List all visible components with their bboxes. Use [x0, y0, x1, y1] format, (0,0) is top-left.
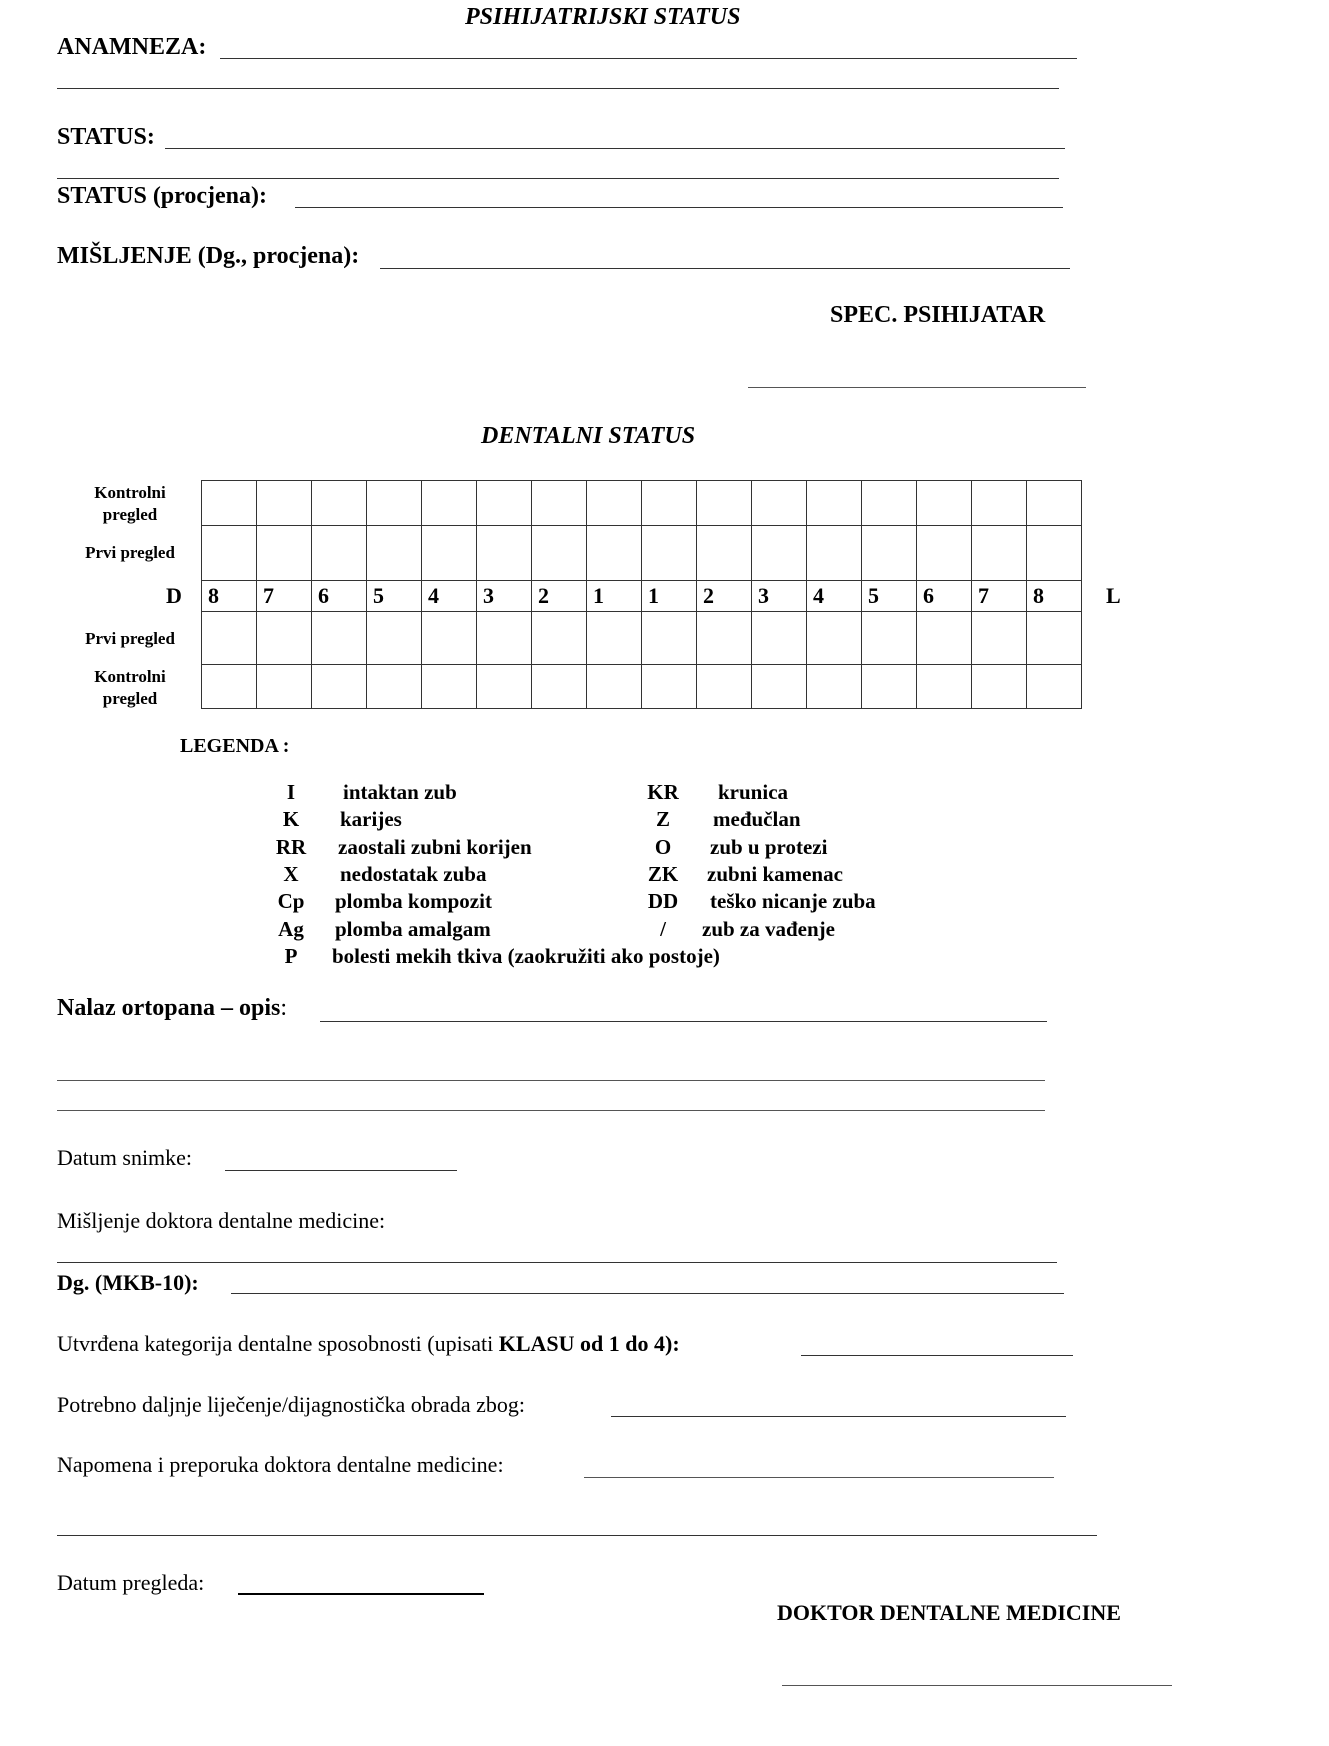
tooth-number: 3 [477, 581, 532, 612]
tooth-cell-lower-first[interactable] [752, 612, 807, 665]
status-field-line-2[interactable] [57, 178, 1059, 179]
legend-code: O [654, 835, 672, 859]
datum-snimke-field[interactable] [225, 1170, 457, 1171]
tooth-cell-lower-first[interactable] [422, 612, 477, 665]
napomena-field[interactable] [584, 1477, 1054, 1478]
tooth-cell-lower-control[interactable] [862, 665, 917, 709]
kategorija-label-text: Utvrđena kategorija dentalne sposobnosti (upisati [57, 1331, 499, 1356]
row-label-lower-control [70, 666, 190, 710]
tooth-number: 1 [587, 581, 642, 612]
tooth-cell-lower-control[interactable] [202, 665, 257, 709]
tooth-cell-lower-control[interactable] [642, 665, 697, 709]
dg-field[interactable] [231, 1293, 1064, 1294]
tooth-cell-upper-control[interactable] [422, 481, 477, 526]
datum-snimke-label: Datum snimke: [57, 1145, 193, 1170]
row-label-lower-control-line1: Kontrolni [94, 667, 166, 686]
tooth-cell-upper-first[interactable] [642, 526, 697, 581]
tooth-number: 1 [642, 581, 697, 612]
tooth-cell-upper-first[interactable] [477, 526, 532, 581]
tooth-number: 4 [807, 581, 862, 612]
tooth-cell-lower-first[interactable] [532, 612, 587, 665]
legend-code: K [282, 807, 300, 831]
nalaz-field-line-3[interactable] [57, 1110, 1045, 1111]
legend-description: intaktan zub [343, 780, 457, 804]
tooth-cell-upper-first[interactable] [257, 526, 312, 581]
psychiatrist-signature-field[interactable] [748, 387, 1086, 388]
napomena-label: Napomena i preporuka doktora dentalne medicine: [57, 1452, 504, 1477]
tooth-cell-upper-control[interactable] [972, 481, 1027, 526]
nalaz-label-text: Nalaz ortopana – opis [57, 995, 281, 1021]
status-procjena-label [57, 183, 267, 210]
legend-description: međučlan [713, 807, 801, 831]
tooth-cell-upper-first[interactable] [697, 526, 752, 581]
row-label-lower-control-line2: pregled [102, 689, 158, 708]
legend-code: DD [647, 889, 679, 913]
tooth-cell-upper-first[interactable] [752, 526, 807, 581]
tooth-cell-lower-control[interactable] [1027, 665, 1082, 709]
legend-code: KR [647, 780, 679, 804]
tooth-number: 8 [1027, 581, 1082, 612]
tooth-cell-upper-first[interactable] [312, 526, 367, 581]
anamneza-field[interactable] [220, 58, 1077, 59]
tooth-cell-lower-first[interactable] [257, 612, 312, 665]
tooth-cell-lower-control[interactable] [257, 665, 312, 709]
legend-description: karijes [340, 807, 402, 831]
tooth-cell-upper-first[interactable] [422, 526, 477, 581]
tooth-cell-lower-control[interactable] [917, 665, 972, 709]
tooth-cell-upper-control[interactable] [477, 481, 532, 526]
tooth-number: 6 [917, 581, 972, 612]
tooth-cell-lower-first[interactable] [697, 612, 752, 665]
tooth-number: 6 [312, 581, 367, 612]
tooth-cell-upper-first[interactable] [917, 526, 972, 581]
legend-code: Ag [278, 917, 304, 941]
misljenje-doktora-label: Mišljenje doktora dentalne medicine: [57, 1208, 386, 1233]
grid-row-lower-control [202, 665, 1082, 709]
tooth-cell-upper-control[interactable] [862, 481, 917, 526]
lijecenje-label: Potrebno daljnje liječenje/dijagnostička obrada zbog: [57, 1392, 525, 1417]
status-procjena-text: STATUS (procjena): [57, 183, 267, 209]
tooth-number: 5 [862, 581, 917, 612]
tooth-number: 5 [367, 581, 422, 612]
legend-code: Z [655, 807, 670, 831]
tooth-cell-upper-control[interactable] [202, 481, 257, 526]
psych-title: PSIHIJATRIJSKI STATUS [465, 4, 741, 30]
tooth-number: 3 [752, 581, 807, 612]
nalaz-field-line-2[interactable] [57, 1080, 1045, 1081]
side-left-label: L [1106, 583, 1121, 608]
tooth-cell-upper-first[interactable] [862, 526, 917, 581]
row-label-upper-control [70, 482, 190, 526]
row-label-upper-first: Prvi pregled [85, 543, 175, 562]
tooth-cell-upper-control[interactable] [752, 481, 807, 526]
tooth-number: 4 [422, 581, 477, 612]
tooth-cell-lower-first[interactable] [642, 612, 697, 665]
tooth-number: 7 [972, 581, 1027, 612]
tooth-cell-upper-control[interactable] [587, 481, 642, 526]
anamneza-label: ANAMNEZA: [57, 34, 207, 60]
row-label-upper-control-line1: Kontrolni [94, 483, 166, 502]
legend-code: I [286, 780, 296, 804]
nalaz-label-colon: : [280, 995, 288, 1021]
kategorija-label [57, 1331, 680, 1357]
legend-description: bolesti mekih tkiva (zaokružiti ako postoje) [332, 944, 720, 968]
grid-row-lower-first [202, 612, 1082, 665]
tooth-cell-lower-first[interactable] [862, 612, 917, 665]
tooth-cell-lower-first[interactable] [312, 612, 367, 665]
misljenje-field[interactable] [380, 268, 1070, 269]
misljenje-label: MIŠLJENJE (Dg., procjena): [57, 243, 360, 269]
datum-pregleda-label: Datum pregleda: [57, 1570, 205, 1595]
misljenje-doktora-field[interactable] [57, 1262, 1057, 1263]
tooth-cell-lower-first[interactable] [587, 612, 642, 665]
tooth-cell-lower-control[interactable] [367, 665, 422, 709]
tooth-cell-lower-control[interactable] [697, 665, 752, 709]
legend-description: plomba amalgam [335, 917, 491, 941]
nalaz-field[interactable] [320, 1021, 1047, 1022]
legend-description: krunica [718, 780, 789, 804]
legend-code: RR [275, 835, 307, 859]
tooth-cell-upper-control[interactable] [312, 481, 367, 526]
tooth-cell-upper-control[interactable] [257, 481, 312, 526]
tooth-cell-lower-control[interactable] [422, 665, 477, 709]
tooth-cell-upper-control[interactable] [367, 481, 422, 526]
legend-code: ZK [647, 862, 679, 886]
tooth-cell-lower-first[interactable] [367, 612, 422, 665]
kategorija-field[interactable] [801, 1355, 1073, 1356]
legend-description: zub u protezi [710, 835, 828, 859]
dentist-signature-field[interactable] [782, 1685, 1172, 1686]
row-label-upper-control-line2: pregled [102, 505, 158, 524]
tooth-cell-upper-first[interactable] [972, 526, 1027, 581]
tooth-number: 8 [202, 581, 257, 612]
grid-row-upper-control [202, 481, 1082, 526]
tooth-cell-lower-first[interactable] [1027, 612, 1082, 665]
legend-description: nedostatak zuba [340, 862, 487, 886]
tooth-cell-upper-first[interactable] [807, 526, 862, 581]
status-procjena-field[interactable] [295, 207, 1063, 208]
status-label: STATUS: [57, 124, 155, 150]
grid-row-tooth-numbers [202, 581, 1082, 612]
tooth-cell-upper-first[interactable] [587, 526, 642, 581]
tooth-cell-upper-first[interactable] [202, 526, 257, 581]
tooth-number: 2 [697, 581, 752, 612]
tooth-cell-upper-first[interactable] [1027, 526, 1082, 581]
tooth-cell-lower-control[interactable] [312, 665, 367, 709]
tooth-cell-lower-control[interactable] [972, 665, 1027, 709]
legend-title: LEGENDA : [180, 735, 290, 757]
legend-description: teško nicanje zuba [710, 889, 876, 913]
psychiatrist-signature-label: SPEC. PSIHIJATAR [830, 302, 1046, 328]
tooth-cell-upper-control[interactable] [532, 481, 587, 526]
legend-description: plomba kompozit [335, 889, 492, 913]
tooth-number: 7 [257, 581, 312, 612]
tooth-cell-lower-first[interactable] [807, 612, 862, 665]
tooth-cell-upper-first[interactable] [367, 526, 422, 581]
kategorija-label-bold: KLASU od 1 do 4): [498, 1331, 680, 1356]
nalaz-label [57, 995, 287, 1022]
dentist-signature-label: DOKTOR DENTALNE MEDICINE [777, 1600, 1121, 1625]
tooth-cell-lower-first[interactable] [477, 612, 532, 665]
tooth-cell-upper-control[interactable] [642, 481, 697, 526]
status-field[interactable] [165, 148, 1065, 149]
legend-description: zub za vađenje [702, 917, 835, 941]
anamneza-field-line-2[interactable] [57, 88, 1059, 89]
dg-label: Dg. (MKB-10): [57, 1270, 199, 1295]
tooth-cell-upper-control[interactable] [1027, 481, 1082, 526]
tooth-cell-upper-control[interactable] [807, 481, 862, 526]
tooth-cell-lower-first[interactable] [202, 612, 257, 665]
legend-code: Cp [277, 889, 305, 913]
napomena-field-line-2[interactable] [57, 1535, 1097, 1536]
dental-title: DENTALNI STATUS [481, 423, 696, 449]
tooth-number: 2 [532, 581, 587, 612]
grid-row-upper-first [202, 526, 1082, 581]
tooth-cell-upper-control[interactable] [697, 481, 752, 526]
tooth-cell-upper-first[interactable] [532, 526, 587, 581]
tooth-cell-lower-control[interactable] [477, 665, 532, 709]
tooth-cell-lower-first[interactable] [917, 612, 972, 665]
tooth-cell-lower-control[interactable] [752, 665, 807, 709]
tooth-cell-upper-control[interactable] [917, 481, 972, 526]
tooth-cell-lower-control[interactable] [532, 665, 587, 709]
datum-pregleda-field[interactable] [238, 1593, 484, 1595]
legend-code: P [284, 944, 298, 968]
tooth-cell-lower-control[interactable] [807, 665, 862, 709]
legend-code: / [660, 917, 666, 941]
dental-chart-grid [201, 480, 1082, 709]
side-right-label: D [166, 583, 182, 608]
row-label-lower-first: Prvi pregled [85, 629, 175, 648]
legend-description: zubni kamenac [707, 862, 843, 886]
lijecenje-field[interactable] [611, 1416, 1066, 1417]
legend-code: X [283, 862, 299, 886]
tooth-cell-lower-first[interactable] [972, 612, 1027, 665]
tooth-cell-lower-control[interactable] [587, 665, 642, 709]
legend-description: zaostali zubni korijen [338, 835, 532, 859]
